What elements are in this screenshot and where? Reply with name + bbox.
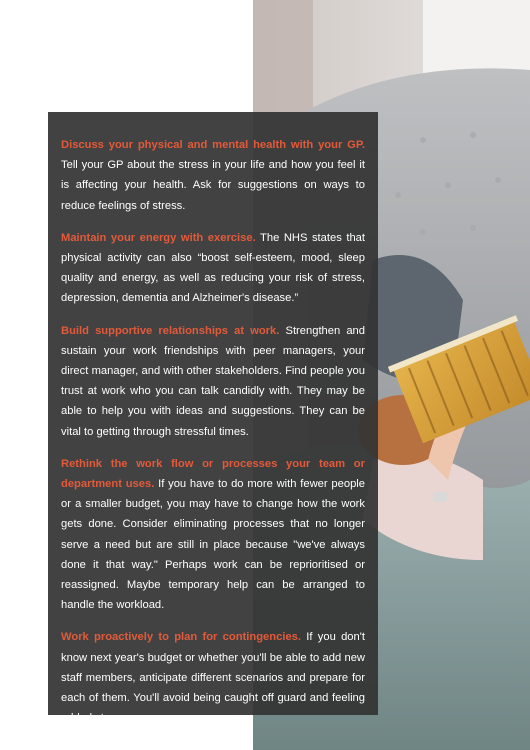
tip-body: The NHS states that physical activity can also “boost self-esteem, mood, sleep quality and energy, as well as reducing your risk of stress, depression, dementia and Alzheimer's disease.”	[61, 231, 366, 305]
tip-paragraph	[61, 321, 365, 442]
tip-heading: Build supportive relationships at work.	[61, 324, 280, 337]
tip-paragraph	[61, 135, 365, 216]
tip-body: If you have to do more with fewer people or a smaller budget, you may have to change how the work gets done. Consider eliminating processes that no longer serve a need but are still in place because "we've always done it that way." Perhaps work can be reprioritised or reassigned. Maybe temporary help can be arranged to handle the workload.	[61, 478, 365, 612]
tips-panel	[48, 112, 378, 725]
tip-heading: Discuss your physical and mental health with your GP.	[61, 139, 365, 151]
tip-heading: Work proactively to plan for contingencies.	[61, 631, 301, 644]
tip-body: Strengthen and sustain your work friendships with peer managers, your direct manager, and with other stakeholders. Find people you trust at work who you can talk candidly with. They may be able to help you with ideas and suggestions. They can be vital to getting through stressful times.	[61, 324, 365, 438]
tip-paragraph	[61, 454, 365, 616]
tip-heading: Rethink the work flow or processes your team or department uses.	[61, 457, 365, 491]
tip-heading: Maintain your energy with exercise.	[61, 231, 256, 244]
tip-paragraph	[61, 627, 365, 728]
tip-body: If you don't know next year's budget or whether you'll be able to add new staff members, anticipate different scenarios and prepare for each of them. You'll avoid being caught off guard and feeling added stress.	[61, 631, 365, 725]
tip-paragraph	[61, 228, 365, 309]
tip-body: Tell your GP about the stress in your life and how you feel it is affecting your health. Ask for suggestions on ways to reduce feelings of stress.	[61, 159, 365, 212]
